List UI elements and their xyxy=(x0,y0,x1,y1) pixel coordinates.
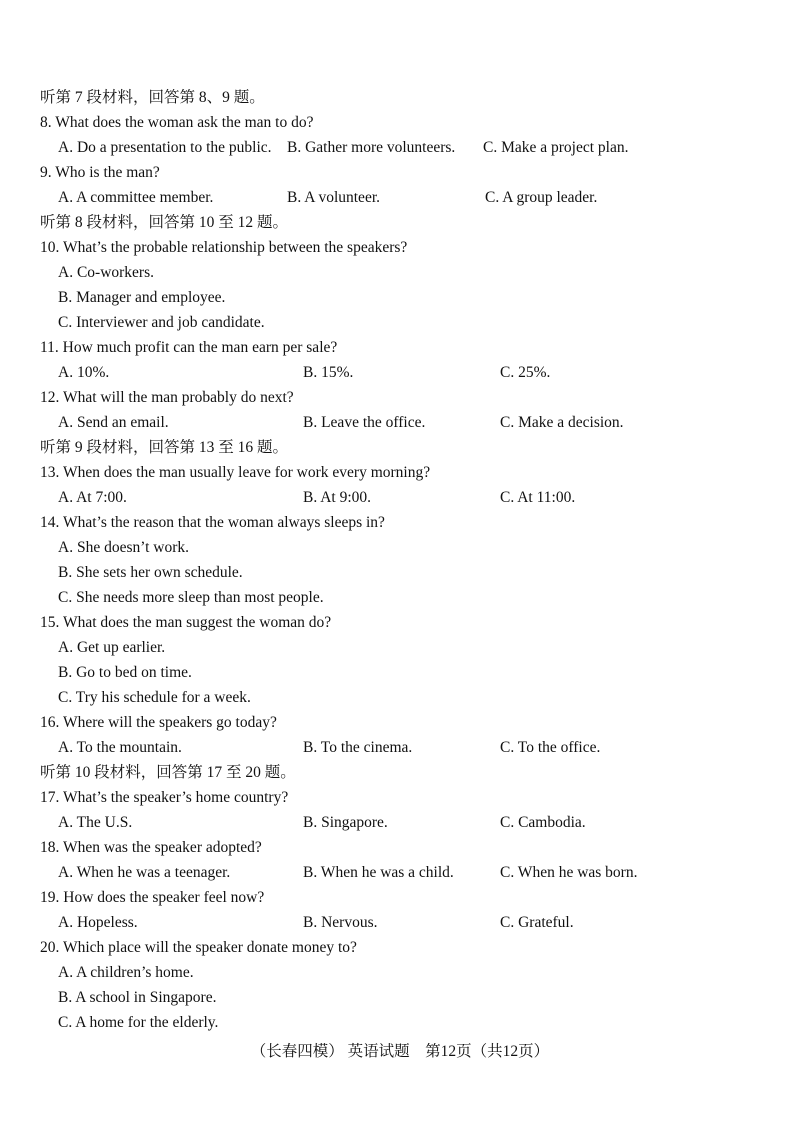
question-stem: 13. When does the man usually leave for work every morning? xyxy=(40,464,431,481)
options-row xyxy=(0,361,800,385)
option-b: B. She sets her own schedule. xyxy=(58,564,243,581)
option-c: C. When he was born. xyxy=(500,864,638,881)
option-b: B. A school in Singapore. xyxy=(58,989,217,1006)
question-stem: 20. Which place will the speaker donate money to? xyxy=(40,939,357,956)
option-c: C. She needs more sleep than most people. xyxy=(58,589,324,606)
question-stem: 11. How much profit can the man earn per sale? xyxy=(40,339,338,356)
question-stem: 15. What does the man suggest the woman do? xyxy=(40,614,332,631)
option-c: C. A group leader. xyxy=(485,189,598,206)
option-a: A. Do a presentation to the public. xyxy=(58,139,272,156)
options-row xyxy=(0,736,800,760)
option-b: B. When he was a child. xyxy=(303,864,454,881)
option-b: B. 15%. xyxy=(303,364,354,381)
question-stem: 12. What will the man probably do next? xyxy=(40,389,294,406)
options-row xyxy=(0,136,800,160)
option-b: B. Gather more volunteers. xyxy=(287,139,456,156)
option-b: B. Singapore. xyxy=(303,814,388,831)
option-a: A. Send an email. xyxy=(58,414,169,431)
question-stem: 18. When was the speaker adopted? xyxy=(40,839,262,856)
question-stem: 17. What’s the speaker’s home country? xyxy=(40,789,289,806)
options-row xyxy=(0,811,800,835)
section-heading: 听第 8 段材料，回答第 10 至 12 题。 xyxy=(40,214,289,231)
option-c: C. Interviewer and job candidate. xyxy=(58,314,265,331)
option-b: B. Manager and employee. xyxy=(58,289,226,306)
question-stem: 8. What does the woman ask the man to do? xyxy=(40,114,314,131)
option-a: A. Hopeless. xyxy=(58,914,138,931)
question-stem: 19. How does the speaker feel now? xyxy=(40,889,265,906)
option-b: B. Leave the office. xyxy=(303,414,426,431)
options-row xyxy=(0,411,800,435)
page-footer: （长春四模） 英语试题 第12页（共12页） xyxy=(250,1043,550,1060)
question-stem: 16. Where will the speakers go today? xyxy=(40,714,277,731)
option-b: B. A volunteer. xyxy=(287,189,380,206)
option-b: B. To the cinema. xyxy=(303,739,413,756)
section-heading: 听第 9 段材料，回答第 13 至 16 题。 xyxy=(40,439,289,456)
option-c: C. To the office. xyxy=(500,739,601,756)
option-c: C. Make a project plan. xyxy=(483,139,629,156)
option-a: A. 10%. xyxy=(58,364,110,381)
option-a: A. She doesn’t work. xyxy=(58,539,190,556)
option-b: B. At 9:00. xyxy=(303,489,372,506)
option-c: C. Try his schedule for a week. xyxy=(58,689,251,706)
option-b: B. Go to bed on time. xyxy=(58,664,192,681)
option-a: A. To the mountain. xyxy=(58,739,182,756)
question-stem: 9. Who is the man? xyxy=(40,164,160,181)
option-c: C. Grateful. xyxy=(500,914,574,931)
option-c: C. Make a decision. xyxy=(500,414,624,431)
section-heading: 听第 10 段材料，回答第 17 至 20 题。 xyxy=(40,764,296,781)
section-heading: 听第 7 段材料，回答第 8、9 题。 xyxy=(40,89,265,106)
option-a: A. Get up earlier. xyxy=(58,639,166,656)
option-a: A. When he was a teenager. xyxy=(58,864,231,881)
option-a: A. Co-workers. xyxy=(58,264,154,281)
option-c: C. At 11:00. xyxy=(500,489,576,506)
option-a: A. The U.S. xyxy=(58,814,133,831)
question-stem: 14. What’s the reason that the woman always sleeps in? xyxy=(40,514,385,531)
option-c: C. A home for the elderly. xyxy=(58,1014,219,1031)
option-c: C. 25%. xyxy=(500,364,551,381)
options-row xyxy=(0,186,800,210)
option-b: B. Nervous. xyxy=(303,914,378,931)
options-row xyxy=(0,486,800,510)
option-a: A. A committee member. xyxy=(58,189,214,206)
option-a: A. A children’s home. xyxy=(58,964,194,981)
options-row xyxy=(0,911,800,935)
option-a: A. At 7:00. xyxy=(58,489,127,506)
option-c: C. Cambodia. xyxy=(500,814,586,831)
options-row xyxy=(0,861,800,885)
question-stem: 10. What’s the probable relationship between the speakers? xyxy=(40,239,408,256)
